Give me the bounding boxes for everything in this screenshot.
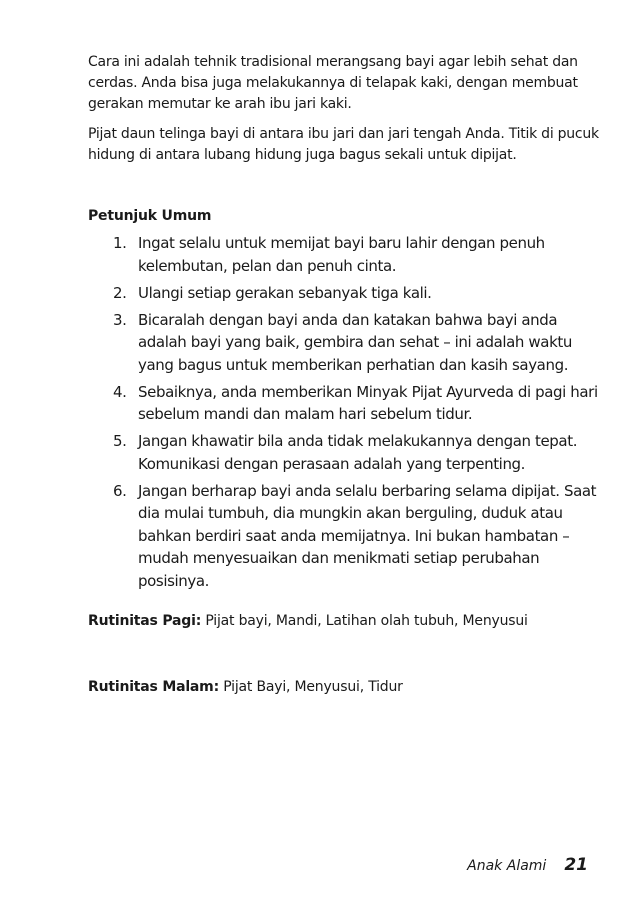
list-number: 2. xyxy=(113,283,127,302)
list-number: 3. xyxy=(113,310,127,329)
list-item xyxy=(88,232,600,277)
list-item-text: Bicaralah dengan bayi anda dan katakan bahwa bayi anda adalah bayi yang baik, gembira dan sehat – ini adalah waktu yang bagus untuk memberikan perhatian dan kasih sayang. xyxy=(138,310,572,374)
list-item xyxy=(88,430,600,475)
list-item-text: Ingat selalu untuk memijat bayi baru lahir dengan penuh kelembutan, pelan dan penuh cinta. xyxy=(138,234,545,275)
morning-routine-label: Rutinitas Pagi: xyxy=(88,613,202,629)
list-number: 4. xyxy=(113,382,127,401)
intro-paragraph-1: Cara ini adalah tehnik tradisional merangsang bayi agar lebih sehat dan cerdas. Anda bisa juga melakukannya di telapak kaki, dengan membuat gerakan memutar ke arah ibu jari kaki. xyxy=(88,54,578,112)
list-item xyxy=(88,282,600,305)
morning-routine-text: Pijat bayi, Mandi, Latihan olah tubuh, Menyusui xyxy=(201,613,528,629)
evening-routine-label: Rutinitas Malam: xyxy=(88,679,219,695)
guidelines-list xyxy=(88,232,600,597)
list-item xyxy=(88,381,600,426)
list-number: 5. xyxy=(113,432,127,450)
intro-paragraph-2: Pijat daun telinga bayi di antara ibu jari dan jari tengah Anda. Titik di pucuk hidung di antara lubang hidung juga bagus sekali untuk dipijat. xyxy=(88,126,599,163)
list-item xyxy=(88,309,600,377)
evening-routine-text: Pijat Bayi, Menyusui, Tidur xyxy=(218,679,403,695)
page-footer xyxy=(467,855,588,875)
list-item xyxy=(88,480,600,593)
list-number: 6. xyxy=(113,481,127,500)
page-number: 21 xyxy=(564,855,588,875)
list-number: 1. xyxy=(113,234,127,252)
evening-routine xyxy=(88,677,403,698)
list-item-text: Jangan khawatir bila anda tidak melakukannya dengan tepat. Komunikasi dengan perasaan adalah yang terpenting. xyxy=(138,432,578,473)
list-item-text: Ulangi setiap gerakan sebanyak tiga kali. xyxy=(138,283,432,302)
list-item-text: Jangan berharap bayi anda selalu berbaring selama dipijat. Saat dia mulai tumbuh, dia mungkin akan berguling, duduk atau bahkan berdiri saat anda memijatnya. Ini bukan hambatan – mudah menyesuaikan dan menikmati setiap perubahan posisinya. xyxy=(138,481,597,590)
guidelines-heading: Petunjuk Umum xyxy=(88,208,212,224)
list-item-text: Sebaiknya, anda memberikan Minyak Pijat Ayurveda di pagi hari sebelum mandi dan malam hari sebelum tidur. xyxy=(138,382,598,423)
morning-routine xyxy=(88,611,528,632)
book-title: Anak Alami xyxy=(467,858,547,874)
